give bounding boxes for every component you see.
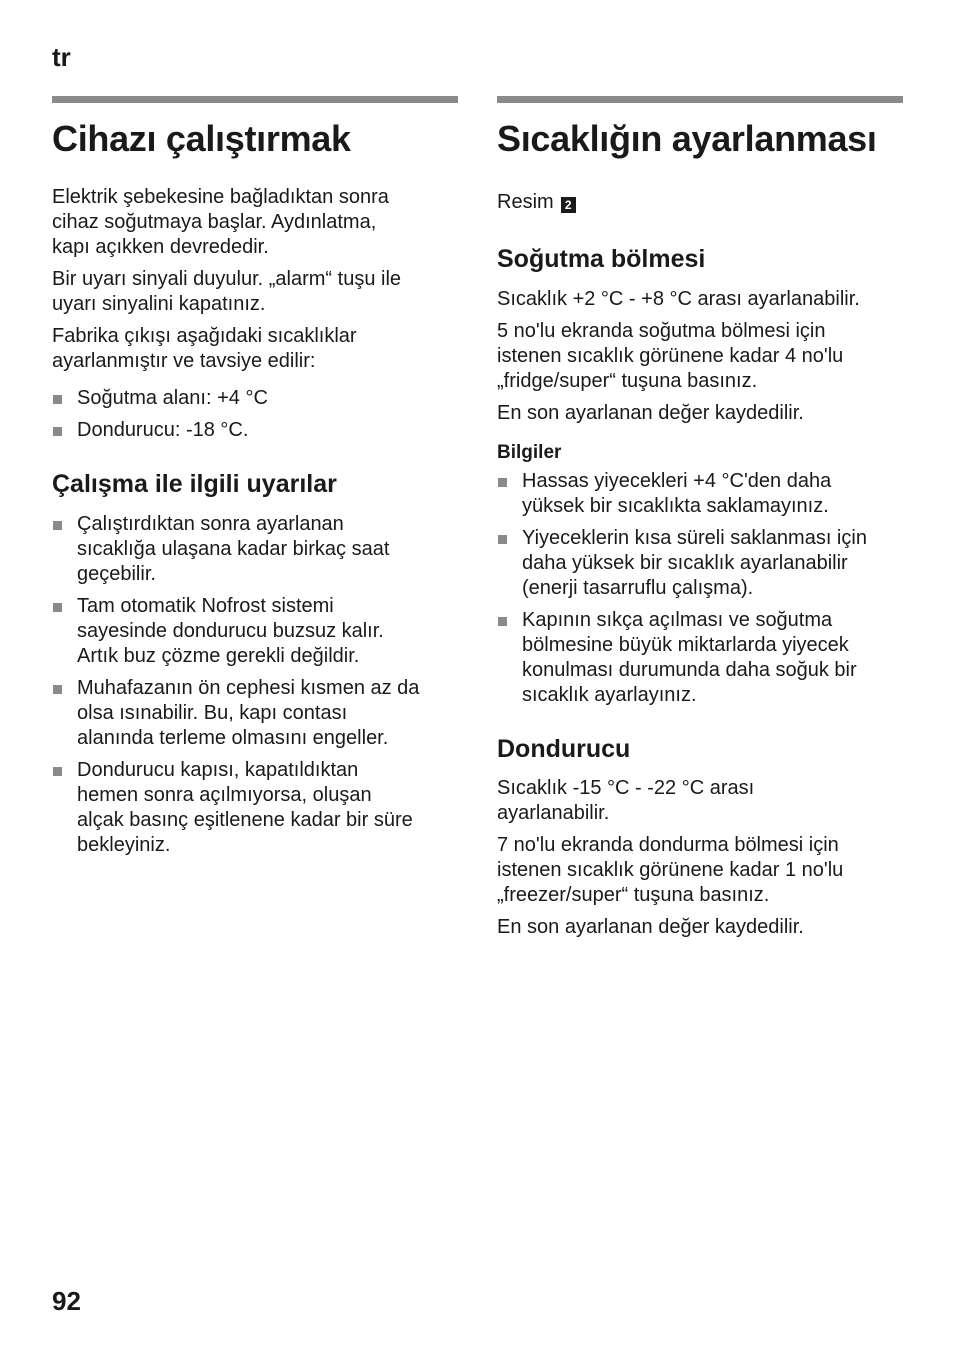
subheading-info: Bilgiler: [497, 442, 562, 463]
info-list: [497, 469, 903, 708]
bullet-square-icon: [498, 478, 507, 487]
list-item: Dondurucu kapısı, kapatıldıktan hemen sonra açılmıyorsa, oluşan alçak basınç eşitlenene kadar bir süre bekleyiniz.: [52, 758, 458, 858]
subheading-fridge: Soğutma bölmesi: [497, 245, 706, 273]
list-item: Tam otomatik Nofrost sistemi sayesinde dondurucu buzsuz kalır. Artık buz çözme gerekli değildir.: [52, 594, 458, 669]
page-number: 92: [52, 1286, 81, 1316]
subheading-freezer: Dondurucu: [497, 735, 631, 763]
list-item: Çalıştırdıktan sonra ayarlanan sıcaklığa ulaşana kadar birkaç saat geçebilir.: [52, 512, 458, 587]
section-title: Sıcaklığın ayarlanması: [497, 118, 877, 159]
fridge-instruction: 5 no'lu ekranda soğutma bölmesi için istenen sıcaklık görünene kadar 4 no'lu „fridge/super“ tuşuna basınız.: [497, 320, 844, 392]
fridge-range: Sıcaklık +2 °C - +8 °C arası ayarlanabilir.: [497, 288, 860, 310]
figure-reference: Resim 2: [497, 190, 903, 215]
fridge-saved-note: En son ayarlanan değer kaydedilir.: [497, 402, 804, 424]
right-column: [497, 96, 903, 940]
list-item: Muhafazanın ön cephesi kısmen az da olsa ısınabilir. Bu, kapı contası alanında terleme olmasını engeller.: [52, 676, 458, 751]
freezer-saved-note: En son ayarlanan değer kaydedilir.: [497, 916, 804, 938]
factory-paragraph: Fabrika çıkışı aşağıdaki sıcaklıklar ayarlanmıştır ve tavsiye edilir:: [52, 325, 357, 372]
section-rule: [52, 96, 458, 103]
bullet-square-icon: [53, 685, 62, 694]
bullet-square-icon: [53, 427, 62, 436]
intro-paragraph: Elektrik şebekesine bağladıktan sonra cihaz soğutmaya başlar. Aydınlatma, kapı açıkken devrededir.: [52, 186, 389, 258]
list-item: Soğutma alanı: +4 °C: [52, 386, 458, 411]
bullet-square-icon: [53, 767, 62, 776]
operation-notes-list: [52, 512, 458, 858]
freezer-instruction: 7 no'lu ekranda dondurma bölmesi için istenen sıcaklık görünene kadar 1 no'lu „freezer/super“ tuşuna basınız.: [497, 834, 844, 906]
bullet-square-icon: [53, 521, 62, 530]
list-item: Dondurucu: -18 °C.: [52, 418, 458, 443]
left-column: [52, 96, 458, 858]
factory-settings-list: [52, 386, 458, 443]
list-item: Hassas yiyecekleri +4 °C'den daha yüksek bir sıcaklıkta saklamayınız.: [497, 469, 903, 519]
list-item: Kapının sıkça açılması ve soğutma bölmesine büyük miktarlarda yiyecek konulması durumunda daha soğuk bir sıcaklık ayarlayınız.: [497, 608, 903, 708]
figure-number-badge: 2: [561, 197, 576, 213]
language-code: tr: [52, 42, 71, 72]
section-rule: [497, 96, 903, 103]
alarm-paragraph: Bir uyarı sinyali duyulur. „alarm“ tuşu ile uyarı sinyalini kapatınız.: [52, 268, 402, 315]
bullet-square-icon: [53, 603, 62, 612]
list-item: Yiyeceklerin kısa süreli saklanması için daha yüksek bir sıcaklık ayarlanabilir (enerji tasarruflu çalışma).: [497, 526, 903, 601]
bullet-square-icon: [53, 395, 62, 404]
section-title: Cihazı çalıştırmak: [52, 118, 351, 159]
freezer-range: Sıcaklık -15 °C - -22 °C arası ayarlanabilir.: [497, 777, 755, 824]
subheading-operation-notes: Çalışma ile ilgili uyarılar: [52, 470, 337, 498]
bullet-square-icon: [498, 617, 507, 626]
bullet-square-icon: [498, 535, 507, 544]
